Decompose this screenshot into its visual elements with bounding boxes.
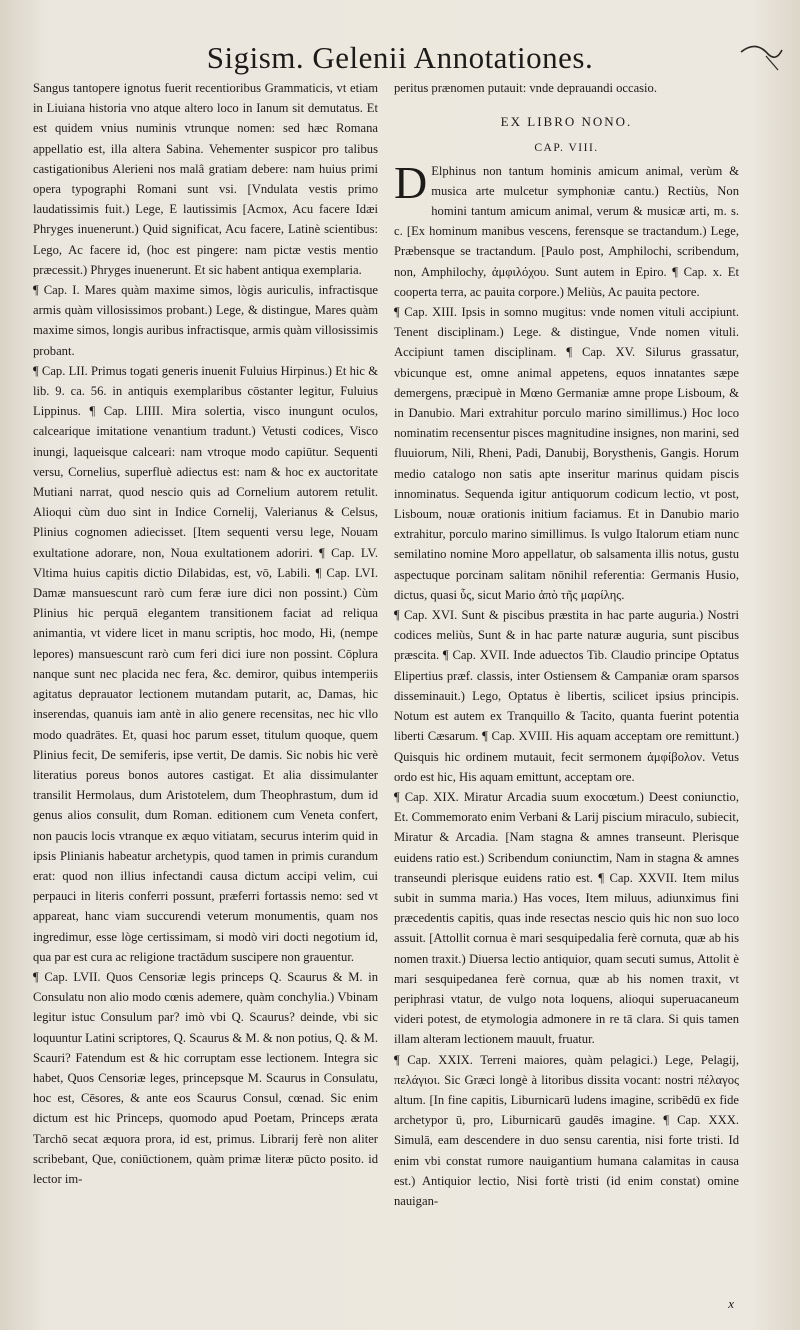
right-paragraph-2: ¶ Cap. XIII. Ipsis in somno mugitus: vnde nomen vituli accipiunt. Tenent disciplinam.) Lege. & distingue, Vnde nomen vituli. Accipiunt tamen disciplinam. ¶ Cap. XV. Silurus grassatur, vbicunque est, omne animal appetens, equos innatantes sæpe demergens, præcipuè in Mœno Germaniæ amne prope Lisboum, & in Danubio. Mari extrahitur porculo marino simillimus.) Hoc loco nominatim recensentur pisces magnitudine insignes, non marini, sed fluuiorum, Nili, Rheni, Padi, Danubij, Borysthenis, Gangis. Horum medio catalogo non satis apte inseritur marinus quidam piscis innominatus. Sequenda igitur antiquorum codicum lectio, vt post, Lisboum, nouæ orationis initium faciamus. Et in Danubio mario extrahitur, porculo marino simillimus. Is vulgo Italorum etiam nunc semilatino nomine Moro appellatur, ob salsamenta illis notus, gustu aspectuque porcinam salitam nōnihil referentia: Germanis Husio, dictus, quasi ὗς, sicut Mario ἀπὸ τῆς μαρίλης. — [394, 305, 739, 602]
right-paragraph-4: ¶ Cap. XIX. Miratur Arcadia suum exocœtum.) Deest coniunctio, Et. Commemorato enim Verbani & Larij piscium miraculo, subiecit, Miratur & Arcadia. [Nam stagna & amnes transeunt. Plerisque euidens ratio est.) Scribendum coniunctim, Nam in stagna & amnes transeundi plerisque euidens ratio est. ¶ Cap. XXVII. Item milus subit in summa maria.) Has voces, Item miluus, adiunximus fini præcedentis capitis, quas inde resectas nescio quis hic non suo loco assuit. [Attollit cornua è mari sesquipedalia ferè cornuta, quæ ab his nomen traxit.) Diuersa lectio antiquior, quam secuti sumus, Attolit è mari sesquipedanea ferè cornua, quæ ab his nomen traxit, vt periphrasi vtatur, de vulgo nota loquens, alioqui superuacaneum videri potest, de etymologia admonere in re tā clara. Si quis tamen illam alteram lectionem mauult, fruatur. — [394, 789, 739, 1047]
right-paragraph-3: ¶ Cap. XVI. Sunt & piscibus præstita in hac parte auguria.) Nostri codices meliùs, Sunt & in hac parte naturæ auguria, sunt piscibus præscita. ¶ Cap. XVII. Inde aduectos Tib. Claudio principe Optatus Elipertius præf. classis, inter Ostiensem & Campaniæ oram sparsos disseminauit.) Lego, Optatus è libertis, scilicet ipsius principis. Notum est autem ex Tranquillo & Tacito, quanta fuerint potentia liberti Cæsarum. ¶ Cap. XVIII. His aquam acceptam ore remittunt.) Quisquis hic ordinem mutauit, fecit sermonem ἀμφίβολον. Vetus ordo est hic, His aquam emittunt, acceptam ore. — [394, 608, 739, 784]
drop-cap: D — [394, 156, 428, 208]
right-paragraph-1 — [394, 156, 739, 302]
right-column — [394, 78, 739, 1211]
page-title: Sigism. Gelenii Annotationes. — [206, 40, 594, 75]
right-intro: peritus prænomen putauit: vnde deprauandi occasio. — [394, 81, 657, 95]
left-paragraph-1: Sangus tantopere ignotus fuerit recentioribus Grammaticis, vt etiam in Liuiana historia vno atque altero loco in Ianum sit demutatus. Et est quidem vnius numinis vtrunque nomen: sed hæc Romana appellatio est, illa altera Sabina. Vehementer suspicor pro talibus castigationibus Alerieni nos malâ gratiam debere: nam huius primi opera typographi Romani sunt vsi. [Vndulata vestis primo laudatissimis fuit.) Lege, E lautissimis [Acmox, Acu facere Idæi Phryges inuenerunt.) Quid significat, Acu facere, Latinè scientibus: Lego, Ac facere id, (hoc est pingere: nam pictæ vestis mentio præcessit.) Phryges inuenerunt. Et sic habent antiqua exemplaria. — [33, 81, 378, 277]
right-paragraph-5: ¶ Cap. XXIX. Terreni maiores, quàm pelagici.) Lege, Pelagij, πελάγιοι. Sic Græci longè à litoribus dissita vocant: nostri πέλαγος altum. [In fine capitis, Liburnicarū ludens imagine, scribēdū ex fide archetypor ū, pro, Liburnicarū gaudēs imagine. ¶ Cap. XXX. Simulā, eam descendere in duo sensu carentia, nisi forte tristi. Id enim vbi constat rumore nauigantium humana calamitas in causa est.) Antiquior lectio, Nisi fortè tristi (id enim constat) omine nauigan- — [394, 1052, 739, 1208]
left-paragraph-4: ¶ Cap. LVII. Quos Censoriæ legis princeps Q. Scaurus & M. in Consulatu non alio modo cœnis ademere, quàm conchylia.) Vbinam legitur istuc Consulum par? imò vbi Q. Scaurus? deinde, vbi sic loquuntur Latini scriptores, Q. Scaurus & M. & non potius, Q. & M. Scauri? Fatendum est & hic corruptam esse lectionem. Integra sic habet, Quos Censoriæ leges, princepsque M. Scaurus in Consulatu, hoc est, Cēsores, & ante eos Scaurus Consul, cœnad. Sic enim dictum est hic Princeps, quomodo apud Poetam, Princeps ærata Tarchō secat æquora prora, id est, primus. Librarij ferè non aliter scribebant, Que, coniūctionem, quàm primæ literæ pūcto posito. id lector im- — [33, 969, 378, 1186]
left-column — [33, 78, 378, 1189]
chapter-heading: CAP. VIII. — [534, 142, 599, 155]
book-heading: EX LIBRO NONO. — [500, 114, 633, 130]
ink-flourish-icon — [736, 32, 786, 82]
left-paragraph-2: ¶ Cap. I. Mares quàm maxime simos, lògis auriculis, infractisque armis quàm villosissimos probant.) Lege, & distingue, Mares quàm maxime simos, longis auribus infractisque, armis quàm villosissimis probant. — [33, 283, 378, 358]
left-paragraph-3: ¶ Cap. LII. Primus togati generis inuenit Fuluius Hirpinus.) Et hic & lib. 9. ca. 56. in antiquis exemplaribus cōstanter legitur, Fuluius Lippinus. ¶ Cap. LIIII. Mira solertia, visco inungunt oculos, calcearique imitatione venantium tradunt.) Vetusti codices, Visco inungi, laqueisque calceari: nam vtroque modo capiūtur. Sequenti versu, Cornelius, superfluè adiectus est: nam & hoc ex auctoritate Mutiani narrat, quod nescio quis ad Cornelium autorem retulit. Alioqui cùm duo sint in Indice Cornelij, Valerianus & Celsus, Plinius cognomen adiecisset. [Item sequenti versu lege, Nouam exultatione adorare, non, Noua exultationem adoriri. ¶ Cap. LV. Vltima huius capitis dictio Dilabidas, est, vō, Labili. ¶ Cap. LVI. Damæ mansuescunt rarò cum feræ iure dici non possint.) Cùm Plinius hic perquā elegantem transitionem faciat ad reliqua animantia, vt videre licet in manu scriptis, hoc modo, Hi, (nempe lepores) mansuescunt rarò cum feri dici iure non possint. Cōplura nanque sunt nec placida nec fera, &c. demiror, quibus intemperiis agitatus deprauator lectionem mutandam putarit, ac, Damas, hic inserendas, quanuis iam antè in alio genere recensitas, nec hic vllo modo quadrātes. Et, quasi hoc parum esset, titulum quoque, quem Plinius fecit, De semiferis, ipse vertit, De damis. Sic nobis hic verè literatius poreus bonos autores castigat. Et alia dissimulanter transilit Hermolaus, dum Aristotelem, dum Theophrastum, dum id genus alios consulit, dum Roman. editionem cum Veneta confert, non paucis locis vtranque ex æquo vitiatam, securus interim quid in ipsis Plinianis habeatur archetypis, quod tamen in primis curandum erat: quod non illius infectandi causa dictum accipi velim, cui perpauci in literis conferri possunt, præferri fortassis nemo: sed vt appareat, hanc viam succurendi veterum monumentis, quam nos ingredimur, esse lòge certissimam, si modò viri docti negotium id, qua par est cura ac religione tractādum suscipere non grauentur. — [33, 363, 378, 964]
signature-mark: x — [728, 1296, 734, 1311]
right-paragraph-1-text: Elphinus non tantum hominis amicum animal, verùm & musica arte mulcetur symphoniæ cantu.) Rectiùs, Non homini tantum amicum animal, verum & musicæ arti, m. s. c. [Ex hominum manibus vescens, ferensque se tractandum.) Lege, Præbensque se tractandum. [Paulo post, Amphilochi, scribendum, non, Amphilochy, ἀμφιλόχου. Sunt autem in Epiro. ¶ Cap. x. Et cooperta terra, ac pauita corpore.) Meliùs, Ac pauita pectore. — [394, 163, 739, 299]
